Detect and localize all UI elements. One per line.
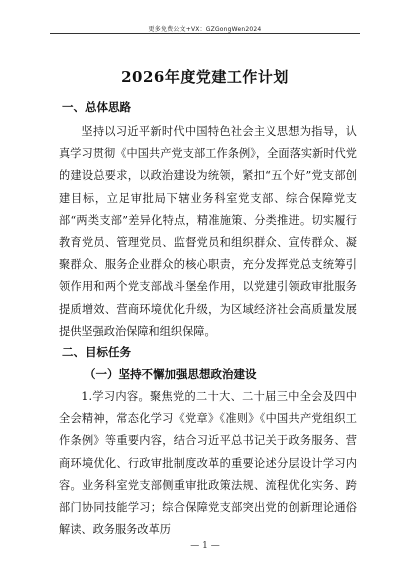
header-note: 更多免费公文+VX：GZGongWen2024 xyxy=(148,26,262,33)
header-divider xyxy=(50,33,360,34)
subsection-heading-ideology: （一）坚持不懈加强思想政治建设 xyxy=(84,367,257,381)
paragraph-study-content: 1.学习内容。聚焦党的二十大、二十届三中全会及四中全会精神，常态化学习《党章》《准则》《中国共产党组织工作条例》等重要内容，结合习近平总书记关于政务服务、营商环境优化、行政审批制度改革的重要论述分层设计学习内容。业务科室党支部侧重审批政策法规、流程优化实务、跨部门协同技能学习；综合保障党支部突出党的创新理论通俗解读、政务服务改革历 xyxy=(59,390,357,537)
section-heading-overall: 一、总体思路 xyxy=(62,100,131,114)
document-title: 2026年度党建工作计划 xyxy=(121,68,289,86)
page-number: — 1 — xyxy=(190,541,220,551)
section-heading-goals: 二、目标任务 xyxy=(62,345,131,359)
paragraph-overall-thinking: 坚持以习近平新时代中国特色社会主义思想为指导，认真学习贯彻《中国共产党支部工作条例》，全面落实新时代党的建设总要求，以政治建设为统领，紧扣“五个好”党支部创建目标，立足审批局下辖业务科室党支部、综合保障党支部“两类支部”差异化特点，精准施策、分类推进。切实履行教育党员、管理党员、监督党员和组织群众、宣传群众、凝聚群众、服务企业群众的核心职责，充分发挥党总支统筹引领作用和两个党支部战斗堡垒作用，以党建引领政审批服务提质增效、营商环境优化升级，为区域经济社会高质量发展提供坚强政治保障和组织保障。 xyxy=(59,125,357,338)
